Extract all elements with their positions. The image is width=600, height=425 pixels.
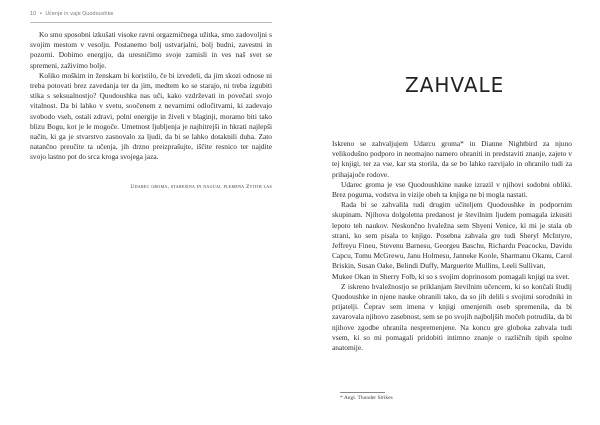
bullet-separator: • [39,11,43,17]
left-body-text [30,30,272,163]
running-head [30,11,272,23]
right-body-text [332,139,572,353]
quote-attribution: Udarec groma, starešina in nagual plemena Zvitih las [130,184,272,190]
footnote-divider [340,392,385,393]
chapter-title: ZAHVALE [405,73,505,98]
paragraph: Udarec groma je vse Quodoushkine nauke izrazil v njihovi sodobni obliki. Brez poguma, vodstva in vizije obeh ta knjiga ne bi mogla nastati. [332,179,572,200]
paragraph: Mukee Okan in Sherry Folb, ki so s svojim doprinosom pomagali knjigi na svet. [332,271,570,281]
paragraph: Rada bi se zahvalila tudi drugim učiteljem Quodoushke in podpornim skupinam. Njihova dolgoletna predanost je številnim ljudem pomagala izkusiti lepoto teh naukov. Neskončno hvaležna sem Shyeni Venice, ki mi je stala ob strani, ko sem pisala to knjigo. Posebna zahvala gre tudi Sheryl McIntyre, Jeffreyu Fineu, Stevenu Barnesu, Georgeu Baschu, Richardu Peacocku, Davidu Capcu, Tomu McGrewu, Janu Holmesu, Janneke Koole, Sharmanu Okanu, Carol Briskin, Susan Oake, Belindi Duffy, Marguerite Mullins, Leeli Sullivan, [332,200,572,271]
paragraph: Z iskreno hvaležnostjo se priklanjam številnim učencem, ki so končali študij Quodoushke in njene nauke ohranili tako, da so jih delili s svojimi sorodniki in prijatelji. Čeprav sem imena v knjigi omenjenih oseb spremenila, da bi zavarovala njihovo zasebnost, sem se po svojih najboljših močeh potrudila, da bi njihove zgodbe ohranila nespremenjene. Na koncu gre globoka zahvala tudi vsem, ki so mi pomagali pridobiti intimno znanje o različnih tipih spolne anatomije. [332,281,572,353]
page-number: 10 [30,11,37,17]
footnote: * Angl. Thunder Strikes [340,395,393,401]
paragraph: Iskreno se zahvaljujem Udarcu groma* in Dianne Nightbird za njuno velikodušno podporo in neomajno namero ohraniti in predstaviti znanje, zajeto v tej knjigi, ter za vse, kar sta storila, da se bo lahko razvijalo in ohranilo tudi za prihajajoče rodove. [332,139,572,179]
paragraph: Koliko moškim in ženskam bi koristilo, če bi izvedeli, da jim skozi odnose ni treba potovati brez zavedanja ter da jim, medtem ko se starajo, ni treba izgubiti stika s seksualnostjo? Quodoushka nas uči, kako vzdrževati in povečati svojo vitalnost. Da bi lahko v svetu, soočenem z nevarnimi odločitvami, ki zadevajo svobodo vseh, ostali zdravi, polni energije in živeli v blaginji, moramo biti tako blizu Bogu, kot je le mogoče. Umetnost ljubljenja je najhitrejši in hkrati najlepši način, ki ga je stvarstvo zasnovalo za ljudi, da bi se lahko dotaknili duha. Zato natančno preučite ta učenja, jih drzno preizprašujte, iščite resnico ter najdite svojo lastno pot do srca kroga svojega jaza. [30,70,272,162]
running-head-title: Učenje in vaje Quodoushke [45,11,114,17]
paragraph: Ko smo sposobni izkušati visoke ravni orgazmičnega užitka, smo zadovoljni s svojim mestom v vesolju. Postanemo bolj ustvarjalni, bolj budni, zavestni in pozorni. Dobimo energijo, da uresničimo svoje zamisli in ves naš svet se spremeni, zaživimo bolje. [30,30,272,70]
